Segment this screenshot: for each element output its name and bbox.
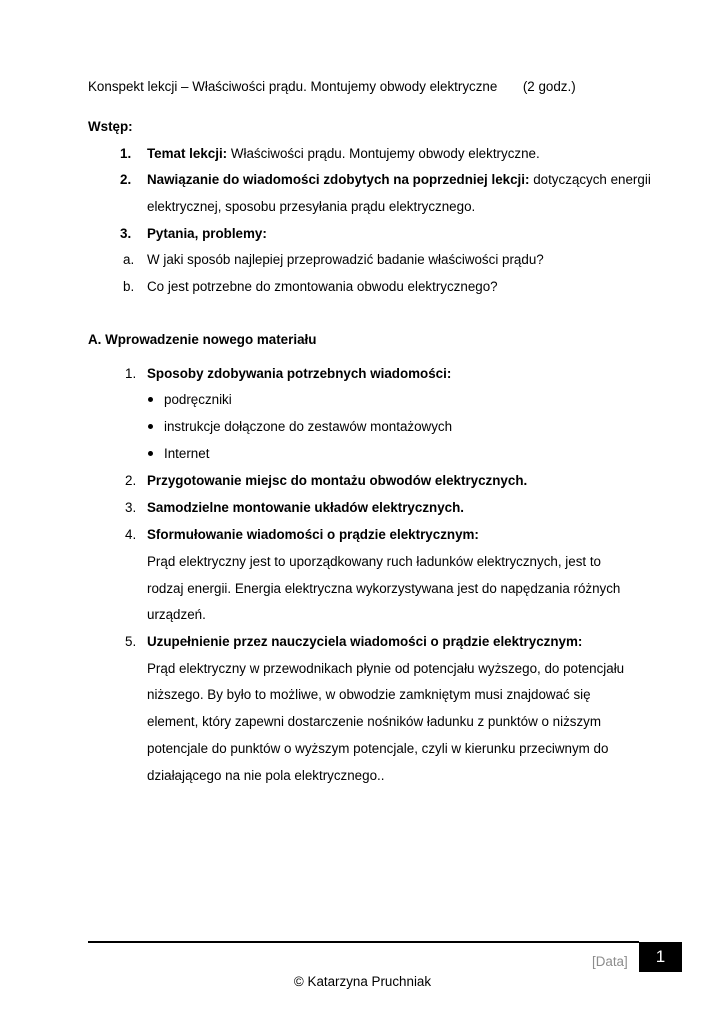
bullet-text: podręczniki <box>164 392 232 407</box>
intro-item-text: dotyczących energii <box>529 172 651 187</box>
intro-item-label: Nawiązanie do wiadomości zdobytych na poprzedniej lekcji: <box>147 172 530 187</box>
lesson-title <box>88 78 576 96</box>
section-item-label: Sposoby zdobywania potrzebnych wiadomości: <box>147 366 452 381</box>
section-item-label: Sformułowanie wiadomości o prądzie elektrycznym: <box>147 527 479 542</box>
section-item-marker: 5. <box>125 634 137 649</box>
page-number: 1 <box>639 942 682 972</box>
footer-date: [Data] <box>592 954 628 969</box>
paragraph-line: niższego. By było to możliwe, w obwodzie zamkniętym musi znajdować się <box>147 687 591 702</box>
question-marker: a. <box>123 252 135 267</box>
intro-item-continuation: elektrycznej, sposobu przesyłania prądu elektrycznego. <box>147 199 476 214</box>
intro-item-marker: 2. <box>120 172 132 187</box>
section-a-heading: A. Wprowadzenie nowego materiału <box>88 332 317 347</box>
lesson-title-text: Konspekt lekcji – Właściwości prądu. Montujemy obwody elektryczne <box>88 79 498 94</box>
paragraph-line: Prąd elektryczny w przewodnikach płynie od potencjału wyższego, do potencjału <box>147 661 625 676</box>
section-item-marker: 2. <box>125 473 137 488</box>
paragraph-line: potencjale do punktów o wyższym potencjale, czyli w kierunku przeciwnym do <box>147 741 609 756</box>
intro-item-label: Pytania, problemy: <box>147 226 267 241</box>
paragraph-line: urządzeń. <box>147 607 206 622</box>
bullet-text: instrukcje dołączone do zestawów montażowych <box>164 419 453 434</box>
question-marker: b. <box>123 279 135 294</box>
paragraph-line: element, który zapewni dostarczenie nośników ładunku z punktów o niższym <box>147 714 602 729</box>
bullet-icon <box>148 424 153 429</box>
intro-heading: Wstęp: <box>88 119 133 134</box>
intro-item-label: Temat lekcji: <box>147 146 228 161</box>
intro-item-topic <box>147 145 540 163</box>
intro-item-marker: 1. <box>120 146 132 161</box>
bullet-icon <box>148 397 153 402</box>
section-item-marker: 4. <box>125 527 137 542</box>
section-item-label: Przygotowanie miejsc do montażu obwodów elektrycznych. <box>147 473 528 488</box>
bullet-text: Internet <box>164 446 210 461</box>
intro-item-reference <box>147 171 651 189</box>
question-text: W jaki sposób najlepiej przeprowadzić badanie właściwości prądu? <box>147 252 544 267</box>
section-item-label: Uzupełnienie przez nauczyciela wiadomości o prądzie elektrycznym: <box>147 634 583 649</box>
intro-item-text: Właściwości prądu. Montujemy obwody elektryczne. <box>227 146 540 161</box>
intro-item-marker: 3. <box>120 226 132 241</box>
footer-divider <box>88 941 639 943</box>
paragraph-line: działającego na nie pola elektrycznego.. <box>147 768 385 783</box>
question-text: Co jest potrzebne do zmontowania obwodu elektrycznego? <box>147 279 498 294</box>
lesson-duration: (2 godz.) <box>522 79 576 94</box>
bullet-icon <box>148 451 153 456</box>
footer-copyright: © Katarzyna Pruchniak <box>293 974 432 989</box>
section-item-label: Samodzielne montowanie układów elektrycznych. <box>147 500 464 515</box>
paragraph-line: rodzaj energii. Energia elektryczna wykorzystywana jest do napędzania różnych <box>147 581 621 596</box>
section-item-marker: 1. <box>125 366 137 381</box>
paragraph-line: Prąd elektryczny jest to uporządkowany ruch ładunków elektrycznych, jest to <box>147 554 602 569</box>
section-item-marker: 3. <box>125 500 137 515</box>
